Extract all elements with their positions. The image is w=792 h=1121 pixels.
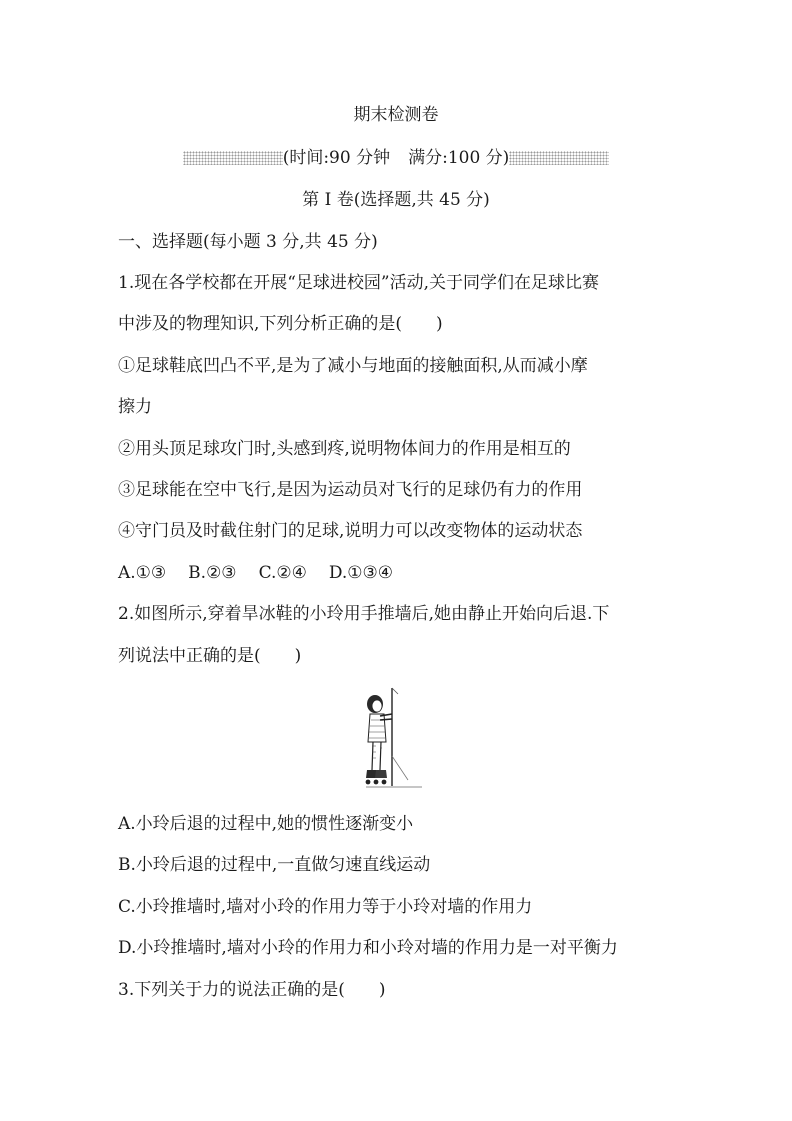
q1-options [118,562,415,584]
q2-option-c: C.小玲推墙时,墙对小玲的作用力等于小玲对墙的作用力 [118,897,533,917]
q1-statement-1-line1: ①足球鞋底凹凸不平,是为了减小与地面的接触面积,从而减小摩 [118,356,588,376]
girl-pushing-wall-illustration [362,686,430,790]
q3-stem: 3.下列关于力的说法正确的是( ) [118,980,386,1000]
q2-option-b: B.小玲后退的过程中,一直做匀速直线运动 [118,855,431,875]
q1-option-b: B.②③ [188,563,237,583]
q1-stem-line1: 1.现在各学校都在开展“足球进校园”活动,关于同学们在足球比赛 [118,273,600,293]
q1-option-c: C.②④ [258,563,307,583]
time-limit: (时间:90 分钟 [282,148,391,168]
section-heading: 一、选择题(每小题 3 分,共 45 分) [118,232,378,252]
dotted-separator-left [183,151,283,165]
page-title: 期末检测卷 [353,105,439,125]
q1-statement-1-line2: 擦力 [118,397,152,417]
q2-stem-line1: 2.如图所示,穿着旱冰鞋的小玲用手推墙后,她由静止开始向后退.下 [118,604,610,624]
part-heading: 第 I 卷(选择题,共 45 分) [302,190,490,210]
exam-info-line [0,147,792,169]
full-score: 满分:100 分) [408,148,510,168]
q1-stem-line2: 中涉及的物理知识,下列分析正确的是( ) [118,314,443,334]
q1-statement-3: ③足球能在空中飞行,是因为运动员对飞行的足球仍有力的作用 [118,480,583,500]
q2-stem-line2: 列说法中正确的是( ) [118,646,302,666]
dotted-separator-right [509,151,609,165]
q2-option-a: A.小玲后退的过程中,她的惯性逐渐变小 [118,814,414,834]
q1-statement-2: ②用头顶足球攻门时,头感到疼,说明物体间力的作用是相互的 [118,439,571,459]
q1-option-a: A.①③ [118,563,167,583]
q2-option-d: D.小玲推墙时,墙对小玲的作用力和小玲对墙的作用力是一对平衡力 [118,938,618,958]
q1-statement-4: ④守门员及时截住射门的足球,说明力可以改变物体的运动状态 [118,521,583,541]
q1-option-d: D.①③④ [328,563,394,583]
